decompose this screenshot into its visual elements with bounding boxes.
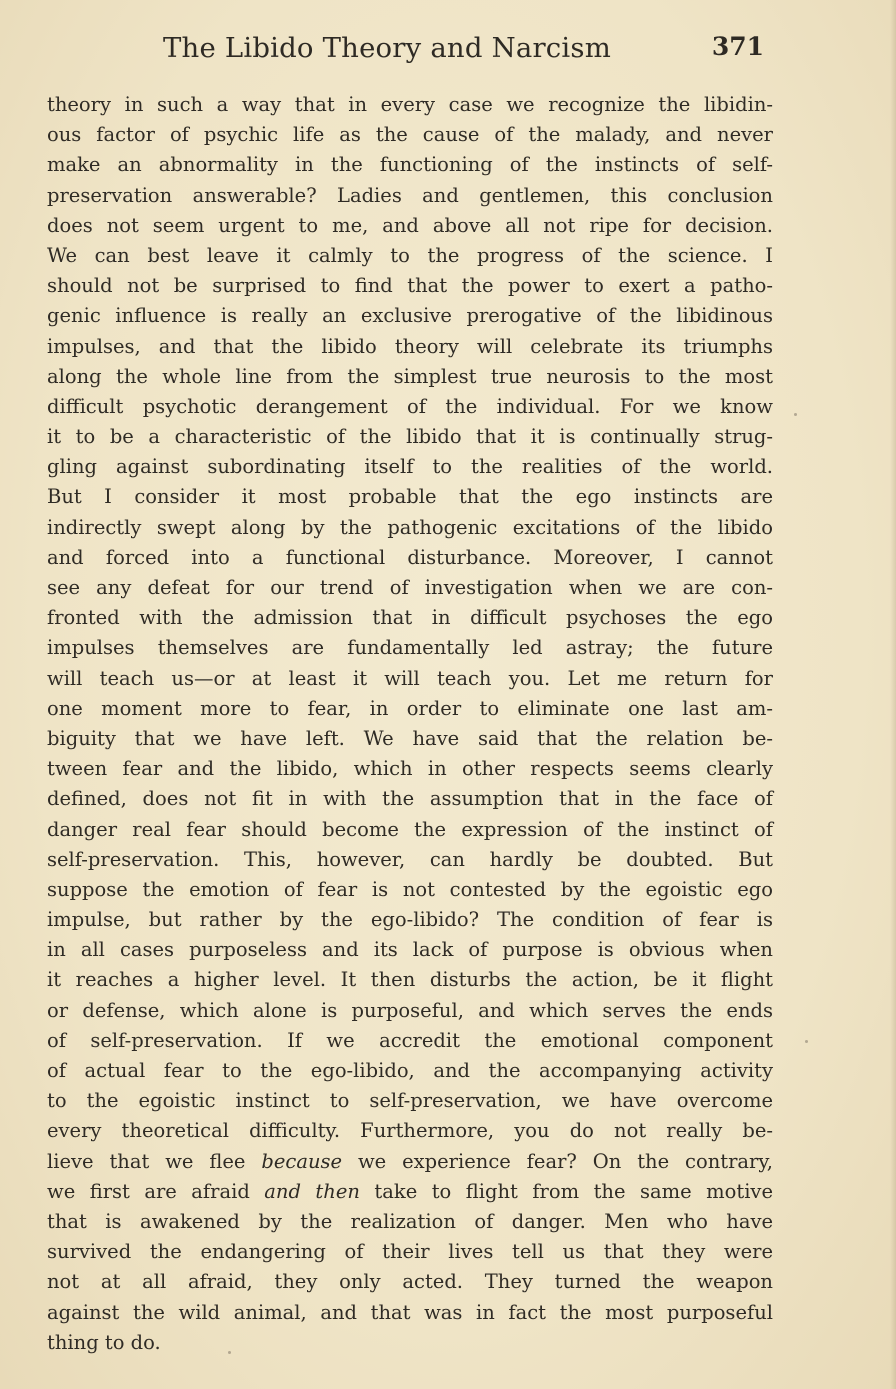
text-line: survived the endangering of their lives tell us that they were <box>47 1240 773 1264</box>
line-segment: lieve that we flee <box>47 1149 262 1173</box>
text-line: to the egoistic instinct to self-preservation, we have overcome <box>47 1089 773 1113</box>
paper-speck <box>228 1351 231 1354</box>
line-segment: we first are afraid <box>47 1179 265 1203</box>
text-line: impulse, but rather by the ego-libido? The condition of fear is <box>47 908 773 932</box>
text-line: see any defeat for our trend of investigation when we are con- <box>47 576 773 599</box>
text-line: tween fear and the libido, which in other respects seems clearly <box>47 757 773 781</box>
text-line: theory in such a way that in every case we recognize the libidin- <box>47 93 773 116</box>
text-line: and forced into a functional disturbance. Moreover, I cannot <box>47 545 773 569</box>
emphasis-and-then: and then <box>264 1179 360 1203</box>
text-line: along the whole line from the simplest true neurosis to the most <box>47 364 773 388</box>
text-line: one moment more to fear, in order to eliminate one last am- <box>47 696 773 720</box>
text-line: make an abnormality in the functioning of the instincts of self- <box>47 153 773 177</box>
paper-speck <box>794 413 797 416</box>
text-line: We can best leave it calmly to the progress of the science. I <box>47 243 773 267</box>
text-line: biguity that we have left. We have said that the relation be- <box>47 726 773 750</box>
text-line: suppose the emotion of fear is not contested by the egoistic ego <box>47 877 773 901</box>
page-number: 371 <box>711 32 764 61</box>
text-line: self-preservation. This, however, can hardly be doubted. But <box>47 847 773 871</box>
text-line: preservation answerable? Ladies and gentlemen, this conclusion <box>47 183 773 207</box>
text-line: should not be surprised to find that the power to exert a patho- <box>47 274 773 298</box>
text-line: impulses, and that the libido theory will celebrate its triumphs <box>47 334 773 358</box>
running-title: The Libido Theory and Narcism <box>163 32 611 64</box>
text-line: genic influence is really an exclusive prerogative of the libidinous <box>47 304 773 328</box>
text-line: not at all afraid, they only acted. They turned the weapon <box>47 1270 773 1294</box>
text-line: does not seem urgent to me, and above all not ripe for decision. <box>47 213 773 237</box>
text-line: every theoretical difficulty. Furthermore, you do not really be- <box>47 1119 773 1143</box>
text-line: will teach us—or at least it will teach you. Let me return for <box>47 666 773 690</box>
emphasis-because: because <box>261 1149 343 1173</box>
text-line: difficult psychotic derangement of the individual. For we know <box>47 394 773 418</box>
text-line: But I consider it most probable that the ego instincts are <box>47 485 773 509</box>
text-line-with-emphasis <box>47 1147 773 1177</box>
page-edge-shadow <box>890 0 896 1389</box>
text-line: danger real fear should become the expression of the instinct of <box>47 817 773 841</box>
line-segment: take to flight from the same motive <box>359 1179 773 1203</box>
final-text-line: thing to do. <box>47 1330 161 1354</box>
line-segment: we experience fear? On the contrary, <box>342 1149 773 1173</box>
text-line-with-emphasis <box>47 1177 773 1207</box>
text-line: against the wild animal, and that was in fact the most purposeful <box>47 1300 773 1324</box>
text-line: it reaches a higher level. It then disturbs the action, be it flight <box>47 968 773 992</box>
paper-speck <box>805 1040 808 1043</box>
text-line: defined, does not fit in with the assumption that in the face of <box>47 787 773 811</box>
text-line: or defense, which alone is purposeful, and which serves the ends <box>47 998 773 1022</box>
text-line: it to be a characteristic of the libido that it is continually strug- <box>47 425 773 449</box>
text-line: that is awakened by the realization of danger. Men who have <box>47 1209 773 1233</box>
text-line: of self-preservation. If we accredit the emotional component <box>47 1028 773 1052</box>
text-line: of actual fear to the ego-libido, and the accompanying activity <box>47 1059 773 1082</box>
text-line: impulses themselves are fundamentally led astray; the future <box>47 636 773 660</box>
text-line: ous factor of psychic life as the cause of the malady, and never <box>47 123 773 147</box>
running-head <box>48 30 770 74</box>
text-line: gling against subordinating itself to the realities of the world. <box>47 455 773 479</box>
text-line: indirectly swept along by the pathogenic excitations of the libido <box>47 515 773 539</box>
text-line: in all cases purposeless and its lack of purpose is obvious when <box>47 938 773 962</box>
body-text <box>47 90 773 1358</box>
text-line: fronted with the admission that in difficult psychoses the ego <box>47 606 773 630</box>
